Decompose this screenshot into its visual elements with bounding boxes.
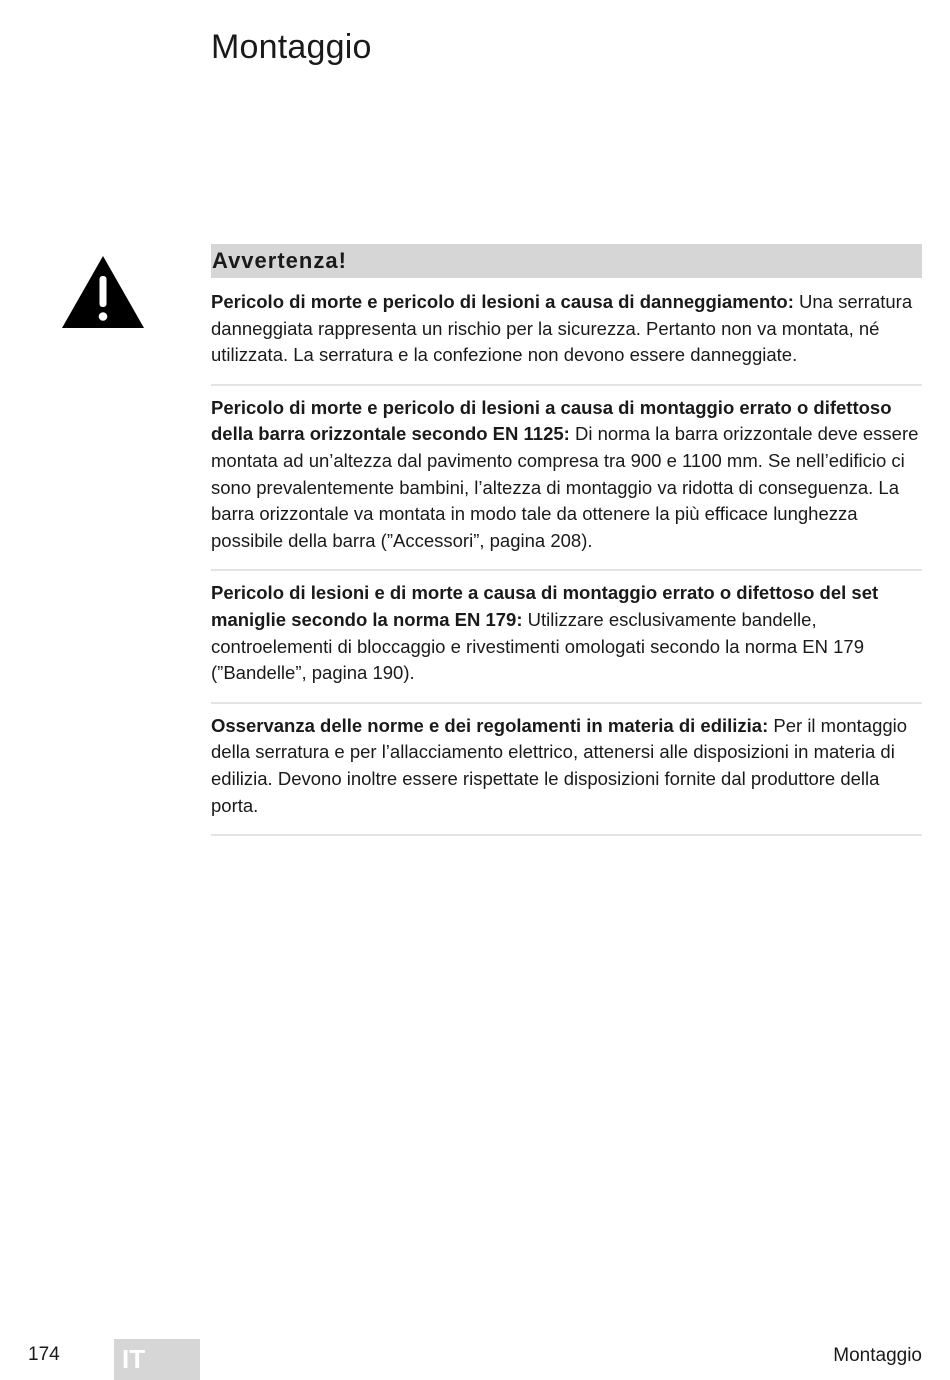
warning-item-lead: Pericolo di morte e pericolo di lesioni a causa di montaggio errato o difettoso della barra orizzontale secondo EN 1125:	[211, 396, 892, 445]
warning-item-lead: Pericolo di lesioni e di morte a causa di montaggio errato o difettoso del set maniglie secondo la norma EN 179:	[211, 582, 879, 630]
warning-item-text: Utilizzare esclusivamente bandelle, controelementi di bloccaggio e rivestimenti omologati secondo la norma EN 179 (”Bandelle”, pagina 190).	[211, 608, 864, 684]
page-title: Montaggio	[211, 28, 372, 66]
warning-box	[211, 244, 922, 845]
warning-item-text: Per il montaggio della serratura e per l’allacciamento elettrico, attenersi alle disposizioni in materia di edilizia. Devono inoltre essere rispettate le disposizioni fornite dal produttore della porta.	[211, 714, 908, 816]
footer-section-title: Montaggio	[833, 1345, 922, 1366]
warning-item-damage	[211, 289, 922, 386]
warning-item-handle-set	[211, 580, 922, 703]
page-number: 174	[28, 1344, 60, 1365]
warning-triangle-icon	[60, 254, 146, 330]
warning-item-text: Di norma la barra orizzontale deve essere montata ad un’altezza dal pavimento compresa tra 900 e 1100 mm. Se nell’edificio ci sono prevalentemente bambini, l’altezza di montaggio va ridotta di conseguenza. La barra orizzontale va montata in modo tale da ottenere la più efficace lunghezza possibile della barra (”Accessori”, pagina 208).	[211, 423, 919, 551]
warning-heading: Avvertenza!	[211, 244, 922, 278]
warning-item-lead: Pericolo di morte e pericolo di lesioni a causa di danneggiamento:	[211, 291, 794, 312]
warning-item-lead: Osservanza delle norme e dei regolamenti in materia di edilizia:	[211, 714, 769, 736]
language-tab: IT	[114, 1339, 200, 1380]
warning-item-building-regulations	[211, 713, 922, 836]
warning-item-text: Una serratura danneggiata rappresenta un rischio per la sicurezza. Pertanto non va montata, né utilizzata. La serratura e la confezione non devono essere danneggiate.	[211, 291, 913, 366]
warning-item-horizontal-bar	[211, 395, 922, 572]
